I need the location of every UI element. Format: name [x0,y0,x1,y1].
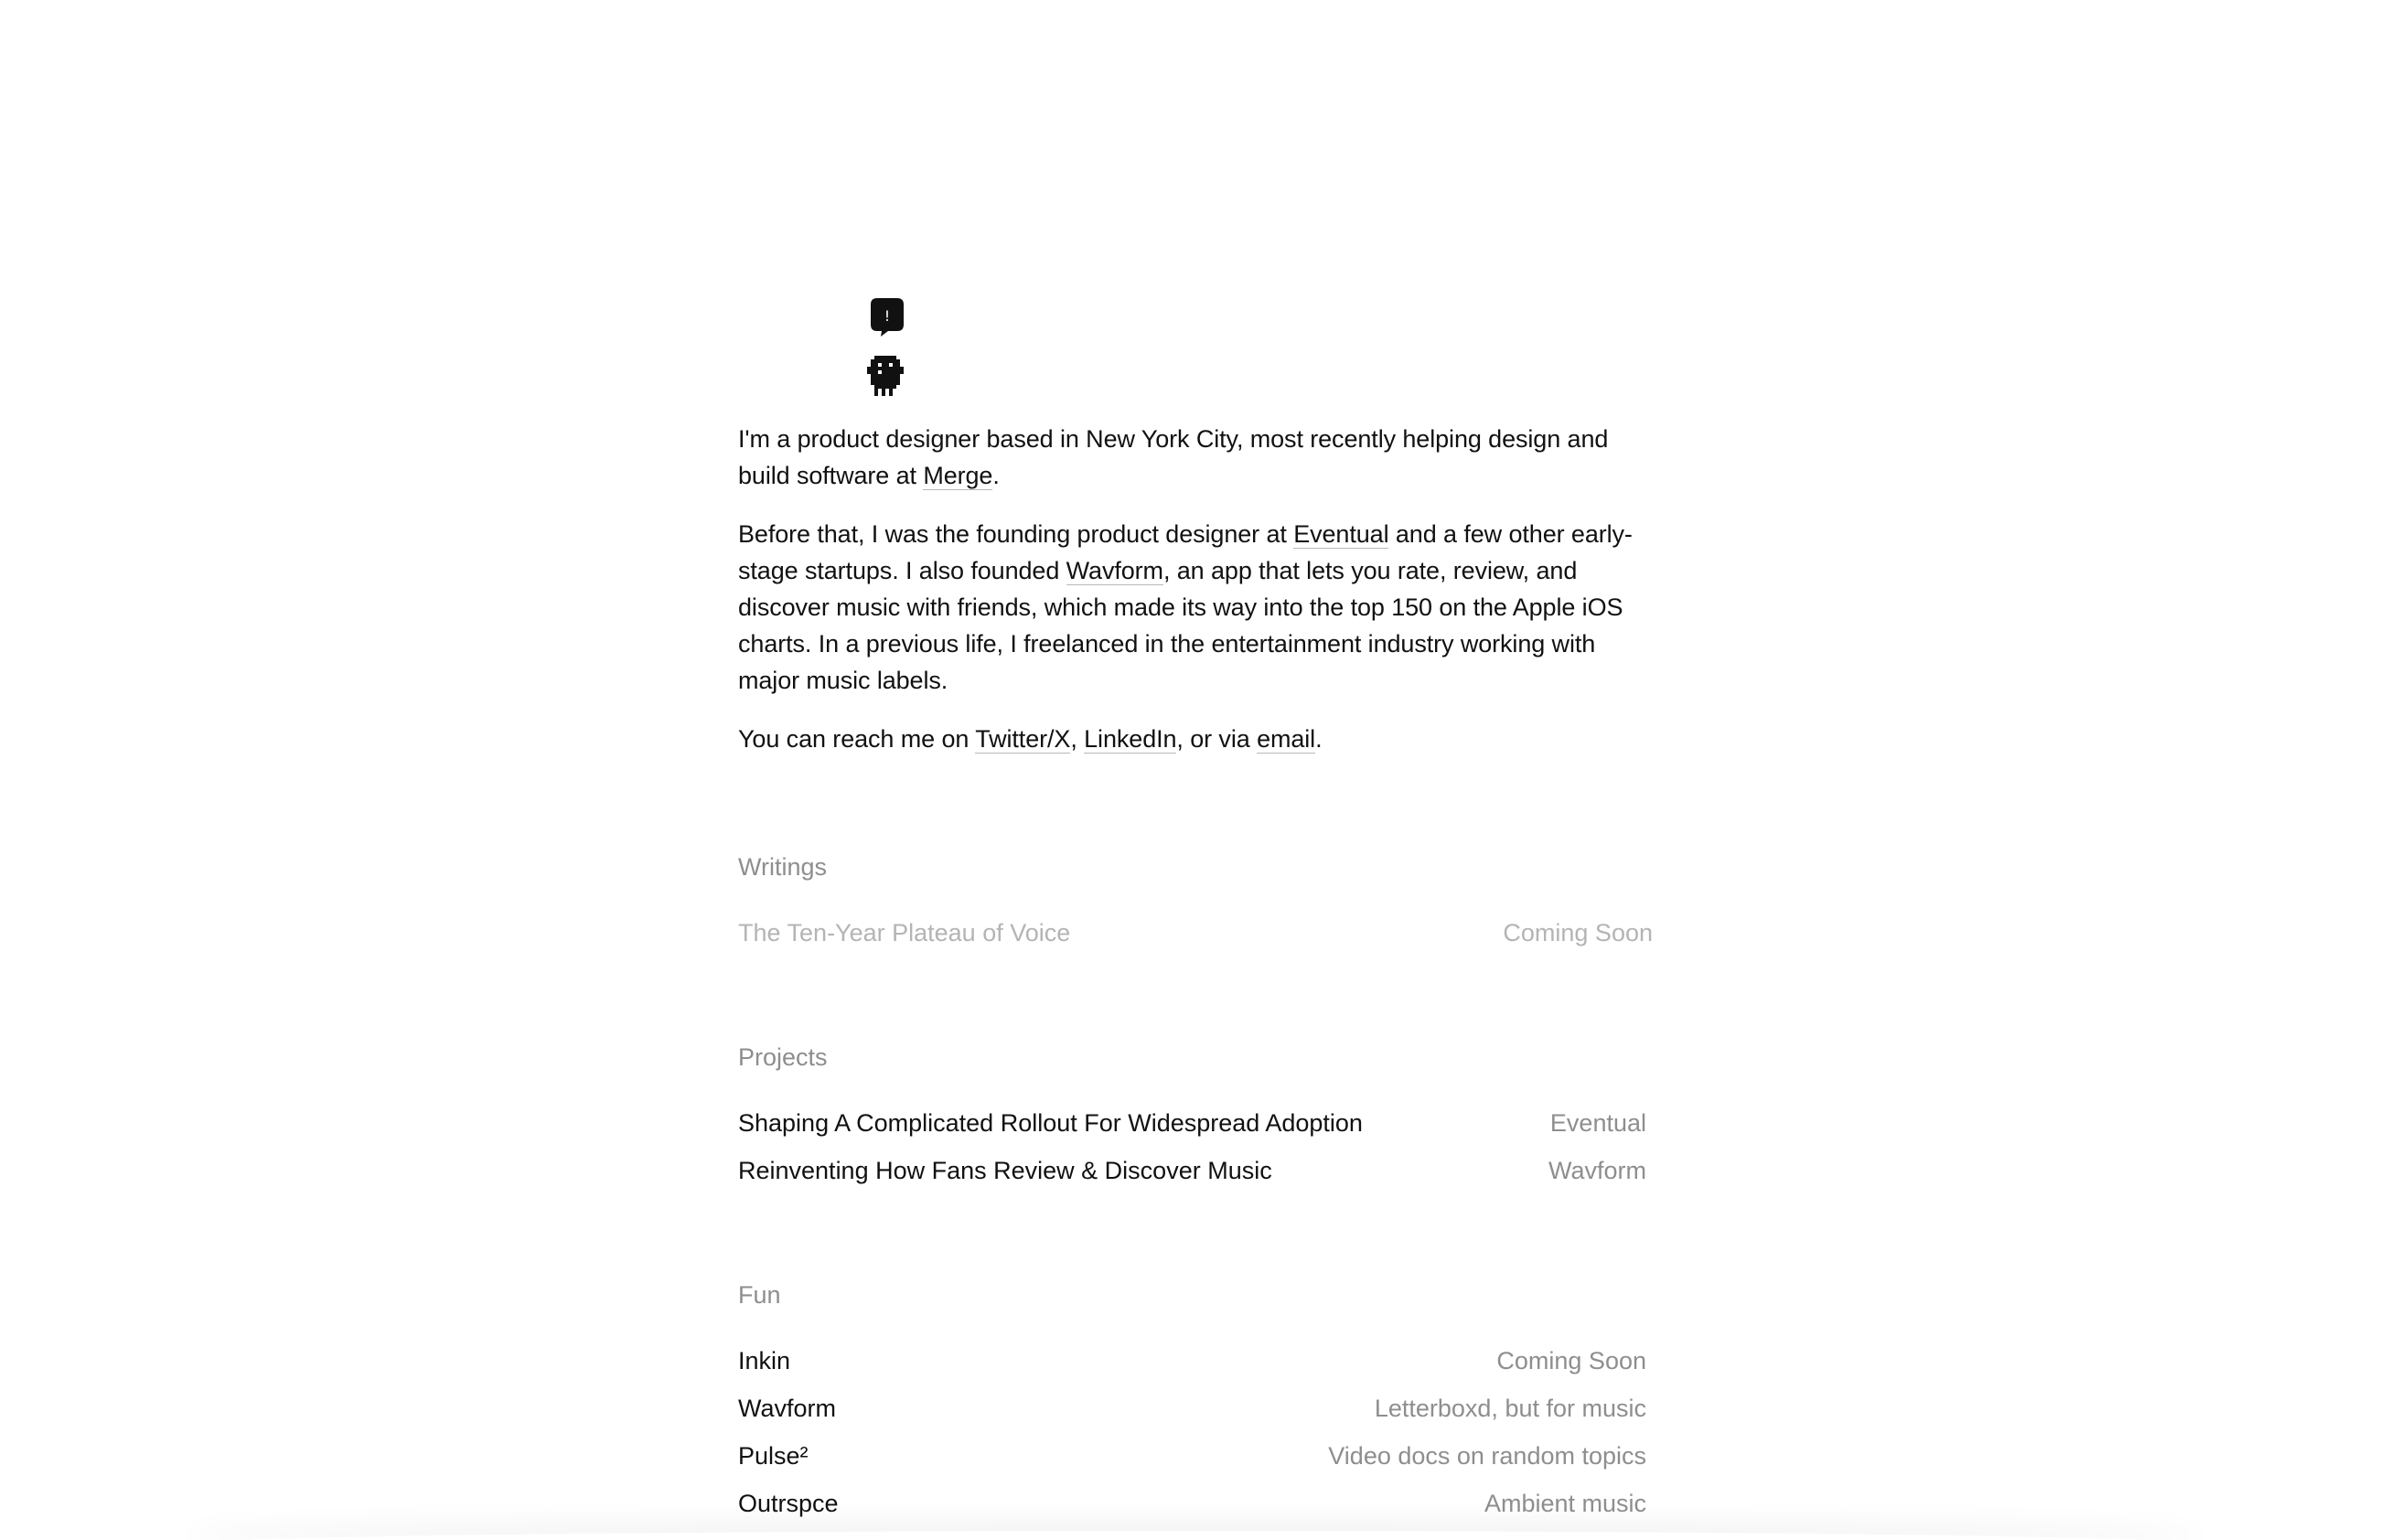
pixel-character-icon [867,356,904,396]
fun-title: Inkin [738,1347,791,1374]
bio-text: You can reach me on [738,725,976,753]
fun-description: Letterboxd, but for music [1374,1395,1646,1422]
project-item[interactable] [738,1152,1646,1189]
merge-link[interactable]: Merge [923,462,993,489]
bio-text: , an app that lets you rate, review, and discover music with friends, which made its way into the top 150 on the Apple iOS charts. In a previous life, I freelanced in the entertainment industry working with major music labels. [738,557,1623,694]
fun-item[interactable] [738,1342,1646,1379]
bio-text: I'm a product designer based in New York City, most recently helping design and build software at [738,425,1609,489]
project-title: Shaping A Complicated Rollout For Widespread Adoption [738,1109,1363,1137]
fun-description: Ambient music [1484,1490,1646,1517]
fun-item[interactable] [738,1390,1646,1427]
fun-description: Coming Soon [1496,1347,1646,1374]
bio-text: . [992,462,1000,489]
writings-heading: Writings [738,853,828,881]
bio-text: Before that, I was the founding product designer at [738,520,1294,548]
bio-text: and a few other early-stage startups. I also founded [738,520,1633,584]
speech-bubble-glyph: ! [884,307,891,325]
fun-description: Video docs on random topics [1328,1442,1646,1470]
twitter-link[interactable]: Twitter/X [975,725,1071,753]
bottom-fade [183,1531,2206,1540]
fun-title: Pulse² [738,1442,809,1470]
eventual-link[interactable]: Eventual [1293,520,1389,548]
bio-text: . [1315,725,1323,753]
speech-bubble-icon [870,297,905,337]
fun-title: Outrspce [738,1490,839,1517]
wavform-link[interactable]: Wavform [1066,557,1163,584]
fun-item[interactable] [738,1485,1646,1522]
linkedin-link[interactable]: LinkedIn [1084,725,1177,753]
project-company: Eventual [1549,1109,1646,1137]
avatar [863,297,909,398]
project-company: Wavform [1548,1157,1646,1184]
bio-paragraph-1 [738,421,1653,494]
email-link[interactable]: email [1257,725,1316,753]
projects-heading: Projects [738,1043,828,1071]
writing-item[interactable] [738,914,1653,951]
project-title: Reinventing How Fans Review & Discover Music [738,1157,1272,1184]
writing-title: The Ten-Year Plateau of Voice [738,919,1071,946]
bio [738,421,1653,779]
project-item[interactable] [738,1105,1646,1141]
writing-status: Coming Soon [1503,919,1653,946]
bio-paragraph-3 [738,721,1653,757]
bio-paragraph-2 [738,516,1653,699]
bio-text: , [1070,725,1085,753]
fun-title: Wavform [738,1395,836,1422]
bio-text: , or via [1176,725,1258,753]
fun-item[interactable] [738,1438,1646,1474]
fun-heading: Fun [738,1281,781,1309]
